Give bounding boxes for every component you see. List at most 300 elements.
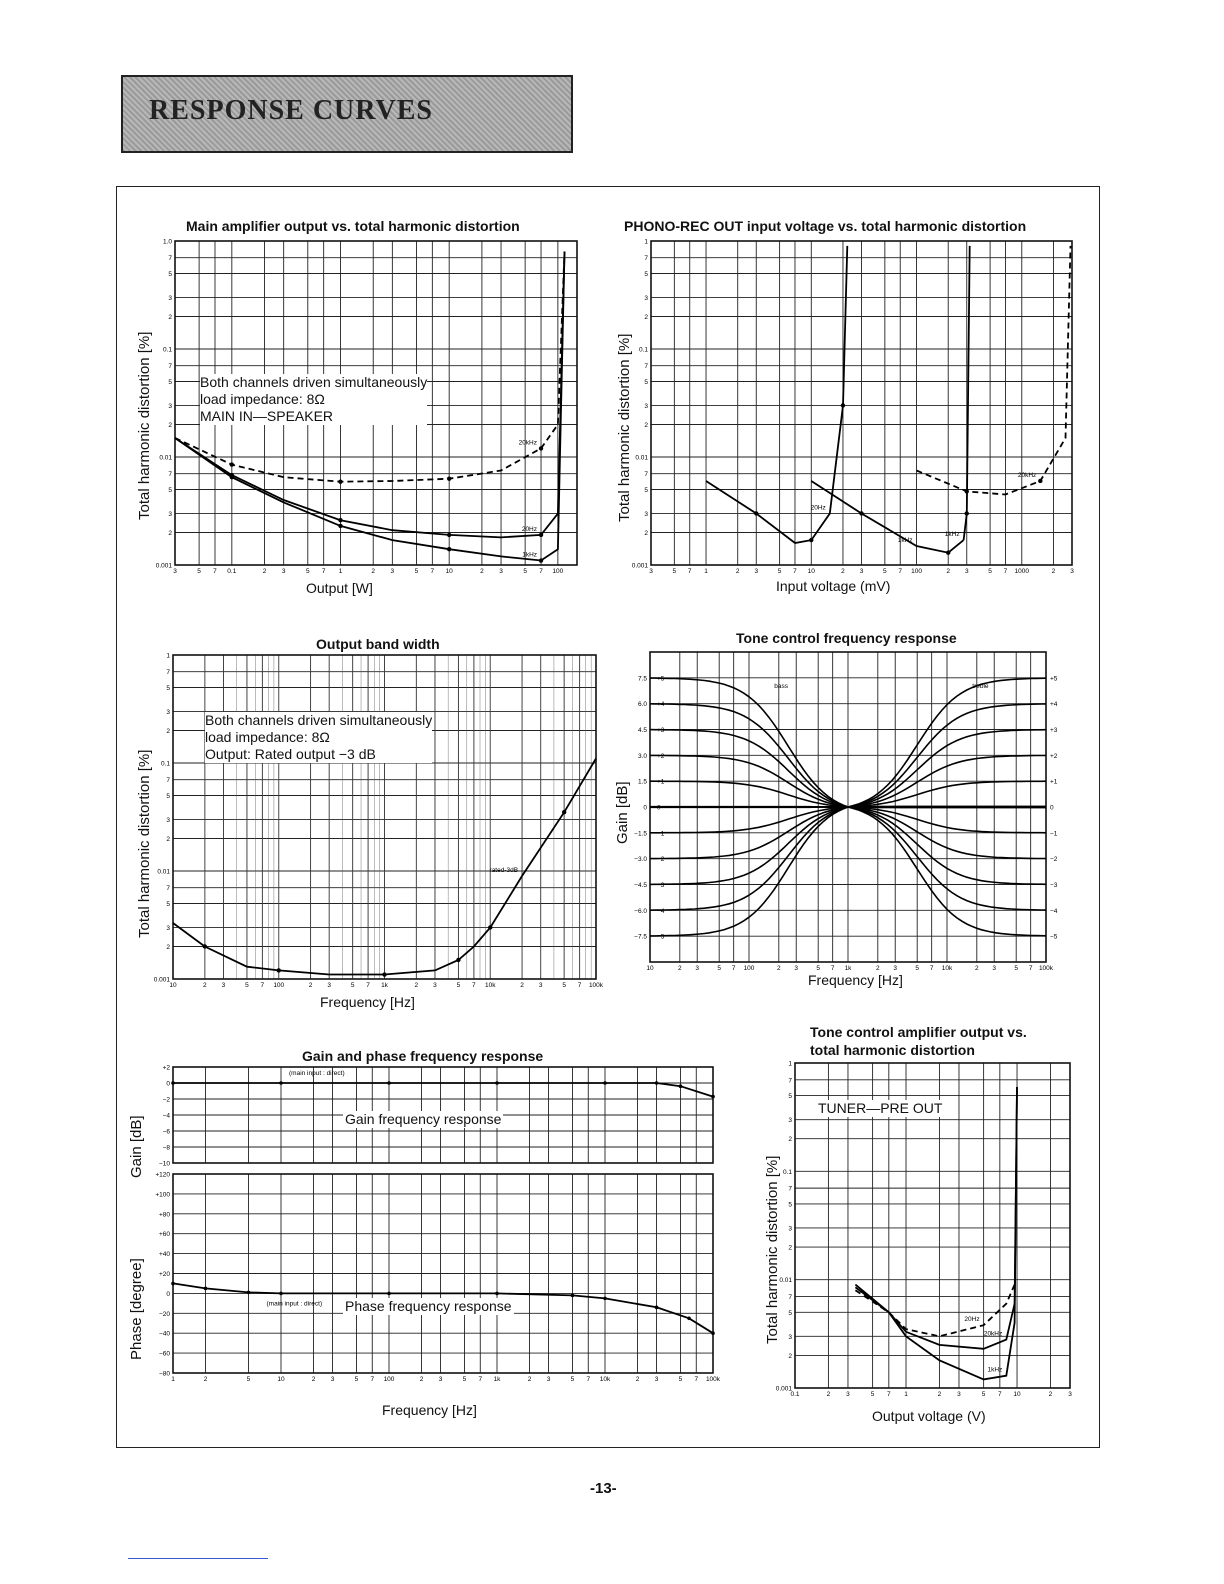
data-point bbox=[946, 550, 950, 554]
data-point bbox=[687, 1316, 691, 1320]
x-tick-label: 5 bbox=[777, 568, 782, 575]
x-tick-label: 5 bbox=[197, 568, 201, 575]
series-line bbox=[811, 481, 963, 553]
tone-step-right: −2 bbox=[1050, 856, 1058, 864]
x-tick-label: 100 bbox=[743, 965, 755, 972]
xlabel-gain-phase: Frequency [Hz] bbox=[382, 1402, 477, 1418]
x-tick-label: 5 bbox=[981, 1391, 986, 1398]
x-tick-label: 2 bbox=[311, 1376, 316, 1383]
data-point bbox=[447, 547, 451, 551]
x-tick-label: 5 bbox=[570, 1376, 575, 1383]
y-tick-label: 2 bbox=[166, 943, 170, 951]
x-tick-label: 1 bbox=[171, 1376, 175, 1383]
x-tick-label: 7 bbox=[887, 1391, 891, 1398]
y-tick-label: 2 bbox=[166, 835, 170, 843]
x-tick-label: 2 bbox=[735, 568, 740, 575]
y-tick-label: 3 bbox=[168, 402, 172, 410]
x-tick-label: 3 bbox=[1070, 568, 1074, 575]
x-tick-label: 7 bbox=[731, 965, 736, 972]
y-tick-label: 3 bbox=[788, 1333, 792, 1341]
x-tick-label: 1000 bbox=[1014, 568, 1030, 575]
tone-step-right: −4 bbox=[1050, 907, 1058, 915]
y-tick-label: 1 bbox=[788, 1060, 792, 1068]
x-tick-label: 5 bbox=[915, 965, 920, 972]
data-point bbox=[230, 462, 234, 466]
tone-step-left: +3 bbox=[657, 727, 665, 734]
data-point bbox=[655, 1306, 659, 1310]
xlabel-tuner: Output voltage (V) bbox=[872, 1408, 986, 1424]
annotation-line: Both channels driven simultaneously bbox=[200, 374, 428, 390]
y-tick-label: 0.1 bbox=[782, 1168, 792, 1176]
y-tick-label: 3 bbox=[168, 510, 172, 518]
data-point bbox=[841, 403, 845, 407]
y-tick-label: 0 bbox=[166, 1080, 170, 1088]
y-tick-label: +120 bbox=[155, 1171, 170, 1179]
data-point bbox=[603, 1081, 607, 1085]
y-tick-label: −10 bbox=[158, 1160, 170, 1168]
ylabel-gain: Gain [dB] bbox=[128, 1115, 145, 1178]
x-tick-label: 1 bbox=[338, 568, 343, 575]
y-tick-label: 0.01 bbox=[159, 454, 172, 462]
data-point bbox=[562, 810, 566, 814]
annotation-tuner: TUNER—PRE OUT bbox=[818, 1100, 943, 1116]
x-tick-label: 5 bbox=[354, 1376, 359, 1383]
y-tick-label: 5 bbox=[168, 379, 172, 387]
x-tick-label: 0.1 bbox=[227, 568, 237, 575]
annotation-main-amp bbox=[200, 374, 427, 425]
x-tick-label: 3 bbox=[438, 1376, 443, 1383]
y-tick-label: 2 bbox=[166, 727, 170, 735]
series-label: 20kHz bbox=[983, 1330, 1003, 1338]
tone-step-right: +2 bbox=[1050, 752, 1058, 760]
tone-step-left: +2 bbox=[657, 752, 665, 760]
y-tick-label: 3 bbox=[788, 1225, 792, 1233]
x-tick-label: 7 bbox=[694, 1376, 699, 1383]
annotation-line: load impedance: 8Ω bbox=[205, 729, 330, 745]
series-label: 20Hz bbox=[810, 504, 826, 512]
data-point bbox=[456, 958, 460, 962]
y-tick-label: −3.0 bbox=[634, 856, 647, 864]
data-point bbox=[711, 1095, 715, 1099]
x-tick-label: 3 bbox=[992, 965, 997, 972]
x-tick-label: 2 bbox=[419, 1376, 424, 1383]
chart-title-gain-phase: Gain and phase frequency response bbox=[302, 1048, 544, 1064]
xlabel-bandwidth: Frequency [Hz] bbox=[320, 994, 415, 1010]
xlabel-tone: Frequency [Hz] bbox=[808, 972, 903, 988]
x-tick-label: 2 bbox=[875, 965, 880, 972]
x-tick-label: 2 bbox=[203, 1376, 208, 1383]
data-point bbox=[965, 489, 969, 493]
x-tick-label: 3 bbox=[327, 982, 332, 989]
y-tick-label: −2 bbox=[162, 1096, 170, 1104]
x-tick-label: 3 bbox=[654, 1376, 659, 1383]
chart-title-bandwidth: Output band width bbox=[316, 636, 440, 652]
x-tick-label: 5 bbox=[816, 965, 821, 972]
x-tick-label: 2 bbox=[1051, 568, 1056, 575]
x-tick-label: 10 bbox=[807, 568, 815, 575]
x-tick-label: 1 bbox=[704, 568, 708, 575]
x-tick-label: 1 bbox=[904, 1391, 908, 1398]
tone-step-right: −5 bbox=[1050, 933, 1058, 941]
y-tick-label: 3 bbox=[166, 924, 170, 932]
x-tick-label: 100 bbox=[273, 982, 285, 989]
x-tick-label: 10k bbox=[599, 1376, 611, 1383]
y-tick-label: 0.1 bbox=[638, 346, 648, 354]
x-tick-label: 3 bbox=[964, 568, 969, 575]
y-tick-label: 0.01 bbox=[157, 868, 170, 876]
y-tick-label: 2 bbox=[788, 1352, 792, 1360]
y-tick-label: 0.01 bbox=[779, 1277, 792, 1285]
series-line bbox=[855, 1087, 1017, 1349]
y-tick-label: 3 bbox=[644, 402, 648, 410]
x-tick-label: 3 bbox=[649, 568, 653, 575]
y-tick-label: −80 bbox=[158, 1370, 170, 1378]
tone-step-right: −3 bbox=[1050, 882, 1058, 889]
y-tick-label: −7.5 bbox=[634, 933, 647, 941]
x-tick-label: 7 bbox=[321, 568, 326, 575]
series-label: 20Hz bbox=[521, 525, 538, 533]
y-tick-label: 0.001 bbox=[775, 1385, 792, 1393]
data-point bbox=[1038, 479, 1042, 483]
y-tick-label: 5 bbox=[788, 1309, 792, 1317]
series-line bbox=[173, 1083, 713, 1097]
xlabel-phono: Input voltage (mV) bbox=[776, 578, 891, 594]
x-tick-label: 100 bbox=[911, 568, 922, 575]
series-label: 20kHz bbox=[518, 439, 538, 447]
tone-step-left: −3 bbox=[657, 882, 665, 889]
series-label: 1kHz bbox=[522, 551, 538, 559]
tone-step-right: +1 bbox=[1050, 778, 1058, 786]
y-tick-label: 6.0 bbox=[637, 701, 647, 709]
y-tick-label: 2 bbox=[168, 421, 172, 429]
x-tick-label: 7 bbox=[370, 1376, 375, 1383]
x-tick-label: 2 bbox=[937, 1391, 942, 1398]
y-tick-label: 2 bbox=[168, 529, 172, 537]
tone-step-left: −1 bbox=[657, 830, 665, 838]
y-tick-label: 0.1 bbox=[162, 346, 172, 354]
data-point bbox=[495, 1292, 499, 1296]
x-tick-label: 2 bbox=[203, 982, 207, 989]
x-tick-label: 7 bbox=[898, 568, 903, 575]
chart-title-phono: PHONO-REC OUT input voltage vs. total harmonic distortion bbox=[624, 218, 1027, 234]
y-tick-label: −40 bbox=[158, 1330, 170, 1338]
y-tick-label: 3.0 bbox=[637, 752, 647, 760]
chart-phono bbox=[618, 234, 1088, 614]
x-tick-label: 7 bbox=[260, 982, 265, 989]
y-tick-label: 2 bbox=[168, 313, 172, 321]
y-tick-label: 1.5 bbox=[637, 778, 647, 786]
x-tick-label: 2 bbox=[480, 568, 484, 575]
y-tick-label: 7 bbox=[166, 777, 170, 785]
series-label: 1kHz bbox=[944, 531, 960, 539]
y-tick-label: 5 bbox=[644, 487, 648, 495]
footer-rule bbox=[128, 1558, 268, 1559]
chart-bandwidth bbox=[140, 648, 610, 1028]
y-tick-label: 5 bbox=[168, 271, 172, 279]
y-tick-label: 3 bbox=[166, 708, 170, 716]
x-tick-label: 5 bbox=[883, 568, 887, 575]
tone-step-left: +4 bbox=[657, 701, 665, 709]
data-point bbox=[279, 1081, 283, 1085]
x-tick-label: 1k bbox=[844, 965, 852, 972]
y-tick-label: 5 bbox=[166, 793, 170, 801]
y-tick-label: 0.001 bbox=[153, 976, 170, 984]
y-tick-label: −20 bbox=[158, 1310, 170, 1318]
y-tick-label: 0.001 bbox=[155, 562, 172, 570]
x-tick-label: 100k bbox=[588, 982, 604, 989]
x-tick-label: 2 bbox=[527, 1376, 532, 1383]
data-point bbox=[539, 558, 543, 562]
x-tick-label: 10 bbox=[1013, 1391, 1021, 1398]
x-tick-label: 5 bbox=[350, 982, 355, 989]
gain-curve-label: Gain frequency response bbox=[345, 1111, 502, 1127]
x-tick-label: 2 bbox=[677, 965, 682, 972]
y-tick-label: 7 bbox=[788, 1185, 792, 1193]
y-tick-label: 0 bbox=[643, 804, 647, 812]
treble-label: treble bbox=[972, 683, 989, 690]
y-tick-label: 3 bbox=[644, 510, 648, 518]
y-tick-label: 5 bbox=[166, 901, 170, 909]
x-tick-label: 10 bbox=[169, 982, 177, 989]
y-tick-label: 0.1 bbox=[160, 760, 170, 768]
ylabel-phase: Phase [degree] bbox=[128, 1258, 145, 1360]
data-point bbox=[488, 925, 492, 929]
tone-step-right: +4 bbox=[1050, 701, 1058, 709]
xlabel-main-amp: Output [W] bbox=[306, 580, 373, 596]
x-tick-label: 10 bbox=[646, 965, 654, 972]
y-tick-label: 5 bbox=[644, 379, 648, 387]
x-tick-label: 3 bbox=[695, 965, 700, 972]
series-label: rated-3dB bbox=[489, 866, 519, 874]
section-banner bbox=[121, 75, 573, 153]
x-tick-label: 3 bbox=[1068, 1391, 1072, 1398]
x-tick-label: 10 bbox=[445, 568, 453, 575]
y-tick-label: 7.5 bbox=[637, 675, 647, 683]
y-tick-label: 7 bbox=[788, 1293, 792, 1301]
x-tick-label: 7 bbox=[687, 568, 692, 575]
data-point bbox=[859, 511, 863, 515]
series-line bbox=[706, 246, 847, 543]
y-tick-label: 7 bbox=[788, 1077, 792, 1085]
phase-callout: (main input : direct) bbox=[266, 1300, 323, 1308]
phase-curve-label: Phase frequency response bbox=[345, 1298, 512, 1314]
x-tick-label: 5 bbox=[414, 568, 419, 575]
data-point bbox=[230, 475, 234, 479]
x-tick-label: 3 bbox=[546, 1376, 551, 1383]
x-tick-label: 2 bbox=[841, 568, 845, 575]
x-tick-label: 5 bbox=[245, 982, 249, 989]
data-point bbox=[539, 446, 543, 450]
y-tick-label: 7 bbox=[166, 669, 170, 677]
data-point bbox=[539, 533, 543, 537]
data-point bbox=[338, 480, 342, 484]
data-point bbox=[279, 1292, 283, 1296]
y-tick-label: 2 bbox=[644, 529, 648, 537]
y-tick-label: 7 bbox=[168, 255, 172, 263]
series-line bbox=[175, 252, 565, 482]
y-tick-label: −1.5 bbox=[634, 830, 647, 838]
x-tick-label: 10 bbox=[277, 1376, 285, 1383]
x-tick-label: 3 bbox=[390, 568, 395, 575]
annotation-line: MAIN IN—SPEAKER bbox=[200, 408, 334, 424]
tone-step-left: 0 bbox=[657, 804, 661, 812]
x-tick-label: 0.1 bbox=[790, 1391, 800, 1398]
tone-step-left: −5 bbox=[657, 933, 665, 941]
y-tick-label: 2 bbox=[788, 1244, 792, 1252]
x-tick-label: 5 bbox=[523, 568, 527, 575]
y-tick-label: 0.01 bbox=[635, 454, 648, 462]
y-tick-label: 5 bbox=[644, 271, 648, 279]
x-tick-label: 7 bbox=[586, 1376, 591, 1383]
y-tick-label: +40 bbox=[158, 1251, 170, 1259]
y-tick-label: +2 bbox=[162, 1064, 170, 1072]
y-tick-label: 5 bbox=[788, 1201, 792, 1209]
x-tick-label: 5 bbox=[1014, 965, 1019, 972]
x-tick-label: 5 bbox=[305, 568, 310, 575]
banner-title: RESPONSE CURVES bbox=[149, 95, 433, 126]
tone-step-right: −1 bbox=[1050, 830, 1058, 838]
x-tick-label: 5 bbox=[246, 1376, 251, 1383]
y-tick-label: 7 bbox=[168, 363, 172, 371]
series-label: 1kHz bbox=[987, 1366, 1003, 1374]
y-tick-label: 4.5 bbox=[637, 727, 647, 734]
x-tick-label: 3 bbox=[499, 568, 503, 575]
data-point bbox=[338, 524, 342, 528]
x-tick-label: 2 bbox=[308, 982, 313, 989]
bass-label: bass bbox=[774, 683, 789, 690]
y-tick-label: 1.0 bbox=[162, 238, 172, 246]
y-tick-label: 0 bbox=[166, 1290, 170, 1298]
data-point bbox=[382, 972, 386, 976]
series-label: 20kHz bbox=[1017, 471, 1037, 479]
data-point bbox=[387, 1292, 391, 1296]
y-tick-label: +80 bbox=[158, 1211, 170, 1219]
y-tick-label: 7 bbox=[644, 471, 648, 479]
ylabel-main-amp: Total harmonic distortion [%] bbox=[136, 331, 153, 520]
data-point bbox=[447, 533, 451, 537]
x-tick-label: 100k bbox=[1038, 965, 1054, 972]
y-tick-label: 3 bbox=[644, 294, 648, 302]
series-line bbox=[855, 1285, 1014, 1337]
x-tick-label: 7 bbox=[929, 965, 934, 972]
x-tick-label: 100 bbox=[552, 568, 564, 575]
annotation-line: Both channels driven simultaneously bbox=[205, 712, 433, 728]
x-tick-label: 2 bbox=[262, 568, 267, 575]
x-tick-label: 3 bbox=[859, 568, 864, 575]
tone-step-left: −2 bbox=[657, 856, 665, 864]
x-tick-label: 100 bbox=[383, 1376, 395, 1383]
chart-tone bbox=[620, 644, 1090, 984]
y-tick-label: −8 bbox=[162, 1144, 170, 1152]
x-tick-label: 2 bbox=[946, 568, 951, 575]
tone-step-right: +5 bbox=[1050, 675, 1058, 683]
x-tick-label: 10k bbox=[941, 965, 953, 972]
tone-step-right: +3 bbox=[1050, 727, 1058, 734]
tone-step-left: +1 bbox=[657, 778, 665, 786]
tone-step-left: −4 bbox=[657, 907, 665, 915]
ylabel-tone: Gain [dB] bbox=[614, 781, 631, 844]
x-tick-label: 100k bbox=[705, 1376, 721, 1383]
data-point bbox=[711, 1331, 715, 1335]
data-point bbox=[655, 1081, 659, 1085]
x-tick-label: 5 bbox=[562, 982, 566, 989]
series-label: 1kHz bbox=[897, 536, 913, 544]
y-tick-label: 0.001 bbox=[631, 562, 648, 570]
data-point bbox=[338, 518, 342, 522]
x-tick-label: 3 bbox=[846, 1391, 850, 1398]
data-point bbox=[277, 968, 281, 972]
x-tick-label: 3 bbox=[957, 1391, 961, 1398]
x-tick-label: 3 bbox=[330, 1376, 335, 1383]
data-point bbox=[754, 511, 758, 515]
x-tick-label: 7 bbox=[539, 568, 543, 575]
x-tick-label: 1k bbox=[493, 1376, 501, 1383]
y-tick-label: 5 bbox=[166, 685, 170, 693]
x-tick-label: 3 bbox=[538, 982, 543, 989]
x-tick-label: 3 bbox=[221, 982, 226, 989]
x-tick-label: 5 bbox=[870, 1391, 875, 1398]
data-point bbox=[171, 1282, 175, 1286]
x-tick-label: 7 bbox=[1003, 568, 1008, 575]
y-tick-label: −4.5 bbox=[634, 882, 647, 889]
chart-title-tuner: Tone control amplifier output vs. bbox=[810, 1024, 1027, 1040]
annotation-line: load impedance: 8Ω bbox=[200, 391, 325, 407]
y-tick-label: 3 bbox=[168, 294, 172, 302]
ylabel-tuner: Total harmonic distortion [%] bbox=[764, 1155, 781, 1344]
x-tick-label: 3 bbox=[754, 568, 759, 575]
y-tick-label: +60 bbox=[158, 1231, 170, 1239]
y-tick-label: −4 bbox=[162, 1112, 170, 1120]
annotation-line: Output: Rated output −3 dB bbox=[205, 746, 376, 762]
data-point bbox=[679, 1084, 683, 1088]
data-point bbox=[387, 1081, 391, 1085]
annotation-bandwidth bbox=[205, 712, 432, 763]
data-point bbox=[203, 944, 207, 948]
x-tick-label: 2 bbox=[776, 965, 781, 972]
x-tick-label: 3 bbox=[893, 965, 898, 972]
y-tick-label: 2 bbox=[644, 313, 648, 321]
x-tick-label: 7 bbox=[478, 1376, 483, 1383]
y-tick-label: −60 bbox=[158, 1350, 170, 1358]
chart-title-main-amp: Main amplifier output vs. total harmonic distortion bbox=[186, 218, 520, 234]
chart-title-tuner-line2: total harmonic distortion bbox=[810, 1042, 975, 1058]
data-point bbox=[603, 1297, 607, 1301]
x-tick-label: 7 bbox=[998, 1391, 1002, 1398]
data-point bbox=[247, 1291, 251, 1295]
x-tick-label: 7 bbox=[366, 982, 370, 989]
x-tick-label: 2 bbox=[1048, 1391, 1053, 1398]
y-tick-label: 2 bbox=[644, 421, 648, 429]
x-tick-label: 5 bbox=[717, 965, 722, 972]
data-point bbox=[571, 1294, 575, 1298]
y-tick-label: 1 bbox=[644, 238, 648, 246]
y-tick-label: 7 bbox=[168, 471, 172, 479]
x-tick-label: 5 bbox=[678, 1376, 683, 1383]
x-tick-label: 7 bbox=[430, 568, 435, 575]
x-tick-label: 2 bbox=[520, 982, 524, 989]
y-tick-label: 7 bbox=[166, 885, 170, 893]
ylabel-bandwidth: Total harmonic distortion [%] bbox=[136, 749, 153, 938]
y-tick-label: 5 bbox=[788, 1093, 792, 1101]
x-tick-label: 2 bbox=[635, 1376, 640, 1383]
x-tick-label: 5 bbox=[456, 982, 461, 989]
data-point bbox=[171, 1081, 175, 1085]
x-tick-label: 5 bbox=[462, 1376, 467, 1383]
x-tick-label: 7 bbox=[1028, 965, 1033, 972]
chart-title-tone: Tone control frequency response bbox=[736, 630, 957, 646]
x-tick-label: 3 bbox=[794, 965, 799, 972]
x-tick-label: 7 bbox=[577, 982, 582, 989]
